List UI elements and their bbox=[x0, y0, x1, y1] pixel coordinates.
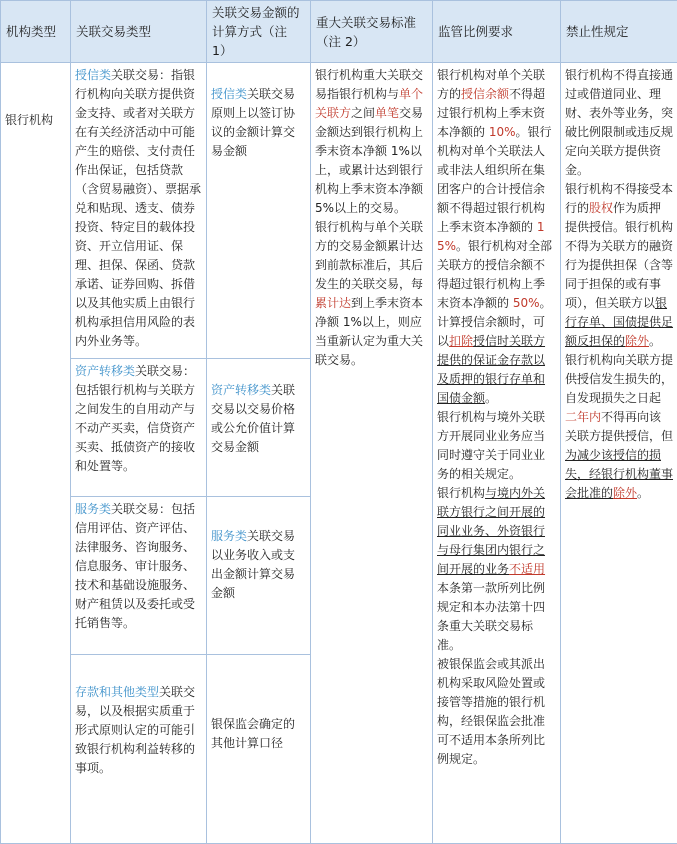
ratio-para-1: 银行机构对单个关联方的授信余额不得超过银行机构上季末资本净额的 10%。银行机构对单个关联法人或非法人组织所在集团客户的合计授信余额不得超过银行机构上季末资本净额的 15%。银行机构对全部关联方的授信余额不得超过银行机构上季末资本净额的 50%。 bbox=[437, 66, 556, 313]
trade-type-keyword: 授信类 bbox=[75, 68, 111, 82]
calc-text: 银保监会确定的其他计算口径 bbox=[211, 717, 295, 750]
trade-type-text: 关联交易：指银行机构向关联方提供资金支持、或者对关联方在有关经济活动中可能产生的赔偿、支付责任作出保证，包括贷款（含贸易融资）、票据承兑和贴现、透支、债券投资、特定目的载体投资、开立信用证、保理、担保、保函、贷款承诺、证券回购、拆借以及其他实质上由银行机构承担信用风险的表内外业务等。 bbox=[75, 68, 201, 348]
ratio-para-5: 被银保监会或其派出机构采取风险处置或接管等措施的银行机构，经银保监会批准可不适用本条所列比例规定。 bbox=[437, 655, 556, 769]
header-institution-type: 机构类型 bbox=[1, 1, 71, 63]
ratio-para-2: 计算授信余额时，可以扣除授信时关联方提供的保证金存款以及质押的银行存单和国债金额。 bbox=[437, 313, 556, 408]
trade-type-credit bbox=[71, 63, 207, 359]
trade-type-keyword: 资产转移类 bbox=[75, 364, 135, 378]
header-major-standard: 重大关联交易标准（注 2） bbox=[311, 1, 433, 63]
prohibition-cell bbox=[561, 63, 677, 844]
ratio-para-3: 银行机构与境外关联方开展同业业务应当同时遵守关于同业业务的相关规定。 bbox=[437, 408, 556, 484]
calc-method-other bbox=[207, 655, 311, 844]
trade-type-keyword: 存款和其他类型 bbox=[75, 685, 159, 699]
header-row bbox=[1, 1, 677, 63]
calc-keyword: 资产转移类 bbox=[211, 383, 271, 397]
prohibit-para-3: 银行机构向关联方提供授信发生损失的，自发现损失之日起二年内不得再向该关联方提供授信，但为减少该授信的损失，经银行机构董事会批准的除外。 bbox=[565, 351, 673, 503]
calc-method-service bbox=[207, 497, 311, 655]
trade-type-keyword: 服务类 bbox=[75, 502, 111, 516]
ratio-requirement-cell bbox=[433, 63, 561, 844]
trade-type-text: 关联交易：包括信用评估、资产评估、法律服务、咨询服务、信息服务、审计服务、技术和基础设施服务、财产租赁以及委托或受托销售等。 bbox=[75, 502, 195, 630]
institution-type-label: 银行机构 bbox=[5, 113, 53, 127]
prohibit-para-2: 银行机构不得接受本行的股权作为质押提供授信。银行机构不得为关联方的融资行为提供担保（含等同于担保的或有事项），但关联方以银行存单、国债提供足额反担保的除外。 bbox=[565, 180, 673, 351]
major-standard-para-2: 银行机构与单个关联方的交易金额累计达到前款标准后，其后发生的关联交易，每累计达到上季末资本净额 1%以上，则应当重新认定为重大关联交易。 bbox=[315, 218, 428, 370]
table-row bbox=[1, 63, 677, 359]
prohibit-para-1: 银行机构不得直接通过或借道同业、理财、表外等业务，突破比例限制或违反规定向关联方提供资金。 bbox=[565, 66, 673, 180]
major-standard-cell bbox=[311, 63, 433, 844]
calc-method-credit bbox=[207, 63, 311, 359]
header-calc-method: 关联交易金额的计算方式（注 1） bbox=[207, 1, 311, 63]
trade-type-text: 关联交易：包括银行机构与关联方之间发生的自用动产与不动产买卖，信贷资产买卖、抵债资产的接收和处置等。 bbox=[75, 364, 195, 473]
calc-text: 关联交易以业务收入或支出金额计算交易金额 bbox=[211, 529, 295, 600]
header-ratio-requirement: 监管比例要求 bbox=[433, 1, 561, 63]
institution-type-cell bbox=[1, 63, 71, 844]
trade-type-service bbox=[71, 497, 207, 655]
ratio-para-4: 银行机构与境内外关联方银行之间开展的同业业务、外资银行与母行集团内银行之间开展的业务不适用本条第一款所列比例规定和本办法第十四条重大关联交易标准。 bbox=[437, 484, 556, 655]
header-prohibition: 禁止性规定 bbox=[561, 1, 677, 63]
major-standard-para-1: 银行机构重大关联交易指银行机构与单个关联方之间单笔交易金额达到银行机构上季末资本净额 1%以上，或累计达到银行机构上季末资本净额 5%以上的交易。 bbox=[315, 66, 428, 218]
trade-type-asset-transfer bbox=[71, 359, 207, 497]
calc-keyword: 授信类 bbox=[211, 87, 247, 101]
calc-text: 关联交易原则上以签订协议的金额计算交易金额 bbox=[211, 87, 295, 158]
calc-text: 关联交易以交易价格或公允价值计算交易金额 bbox=[211, 383, 295, 454]
header-trade-type: 关联交易类型 bbox=[71, 1, 207, 63]
calc-method-asset-transfer bbox=[207, 359, 311, 497]
calc-keyword: 服务类 bbox=[211, 529, 247, 543]
trade-type-text: 关联交易，以及根据实质重于形式原则认定的可能引致银行机构利益转移的事项。 bbox=[75, 685, 195, 775]
trade-type-deposit-other bbox=[71, 655, 207, 844]
